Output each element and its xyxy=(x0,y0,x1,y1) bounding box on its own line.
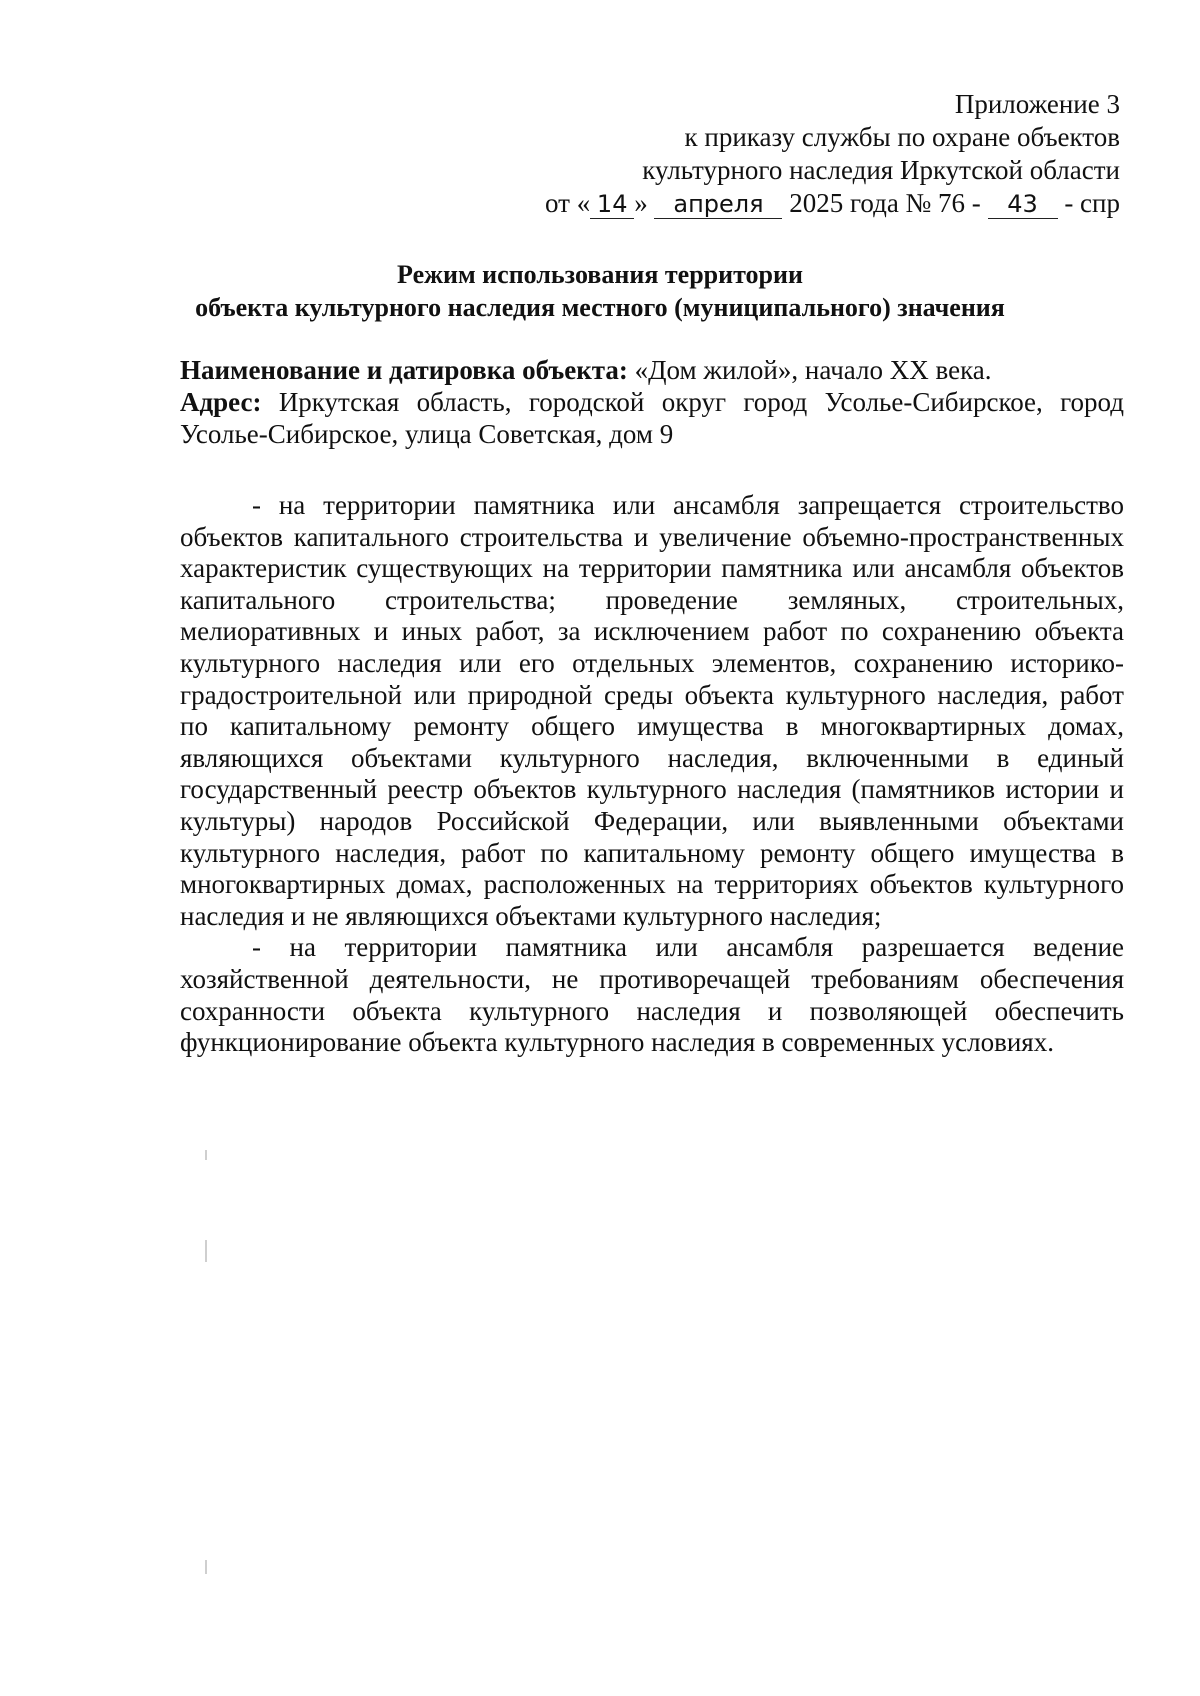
scan-artifact xyxy=(205,1240,207,1262)
object-info xyxy=(180,354,1124,450)
order-line-2: культурного наследия Иркутской области xyxy=(642,155,1120,185)
date-day-handwritten: 14 xyxy=(590,190,634,219)
scan-artifact xyxy=(205,1560,207,1574)
date-quote-close: » xyxy=(634,188,648,218)
date-prefix: от « xyxy=(545,188,591,218)
document-title xyxy=(150,258,1050,324)
object-address-row xyxy=(180,386,1124,450)
title-line-2: объекта культурного наследия местного (муниципального) значения xyxy=(195,293,1005,322)
scan-artifact xyxy=(205,1150,207,1160)
object-name-row xyxy=(180,354,1124,386)
paragraph-permissions: - на территории памятника или ансамбля разрешается ведение хозяйственной деятельности, не противоречащей требованиям обеспечения сохранности объекта культурного наследия и позволяющей обеспечить функционирование объекта культурного наследия в современных условиях. xyxy=(180,932,1124,1058)
order-number-handwritten: 43 xyxy=(988,190,1058,219)
date-year-text: 2025 года № 76 - xyxy=(789,188,981,218)
object-address-value: Иркутская область, городской округ город Усолье-Сибирское, город Усолье-Сибирское, улица Советская, дом 9 xyxy=(180,387,1124,449)
regime-text xyxy=(180,490,1124,1059)
object-name-label: Наименование и датировка объекта: xyxy=(180,355,628,385)
object-address-label: Адрес: xyxy=(180,387,262,417)
object-name-value: «Дом жилой», начало XX века. xyxy=(634,355,992,385)
order-date-line xyxy=(420,187,1120,220)
order-line-1: к приказу службы по охране объектов xyxy=(684,122,1120,152)
appendix-label: Приложение 3 xyxy=(954,89,1120,119)
title-line-1: Режим использования территории xyxy=(397,260,803,289)
paragraph-prohibitions: - на территории памятника или ансамбля запрещается строительство объектов капитального строительства и увеличение объемно-пространственных характеристик существующих на территории памятника или ансамбля объектов капитального строительства; проведение земляных, строительных, мелиоративных и иных работ, за исключением работ по сохранению объекта культурного наследия или его отдельных элементов, сохранению историко-градостроительной или природной среды объекта культурного наследия, работ по капитальному ремонту общего имущества в многоквартирных домах, являющихся объектами культурного наследия, включенными в единый государственный реестр объектов культурного наследия (памятников истории и культуры) народов Российской Федерации, или выявленными объектами культурного наследия, работ по капитальному ремонту общего имущества в многоквартирных домах, расположенных на территориях объектов культурного наследия и не являющихся объектами культурного наследия; xyxy=(180,490,1124,931)
order-suffix: - спр xyxy=(1064,188,1120,218)
date-month-handwritten: апреля xyxy=(654,190,782,219)
appendix-header xyxy=(420,88,1120,220)
